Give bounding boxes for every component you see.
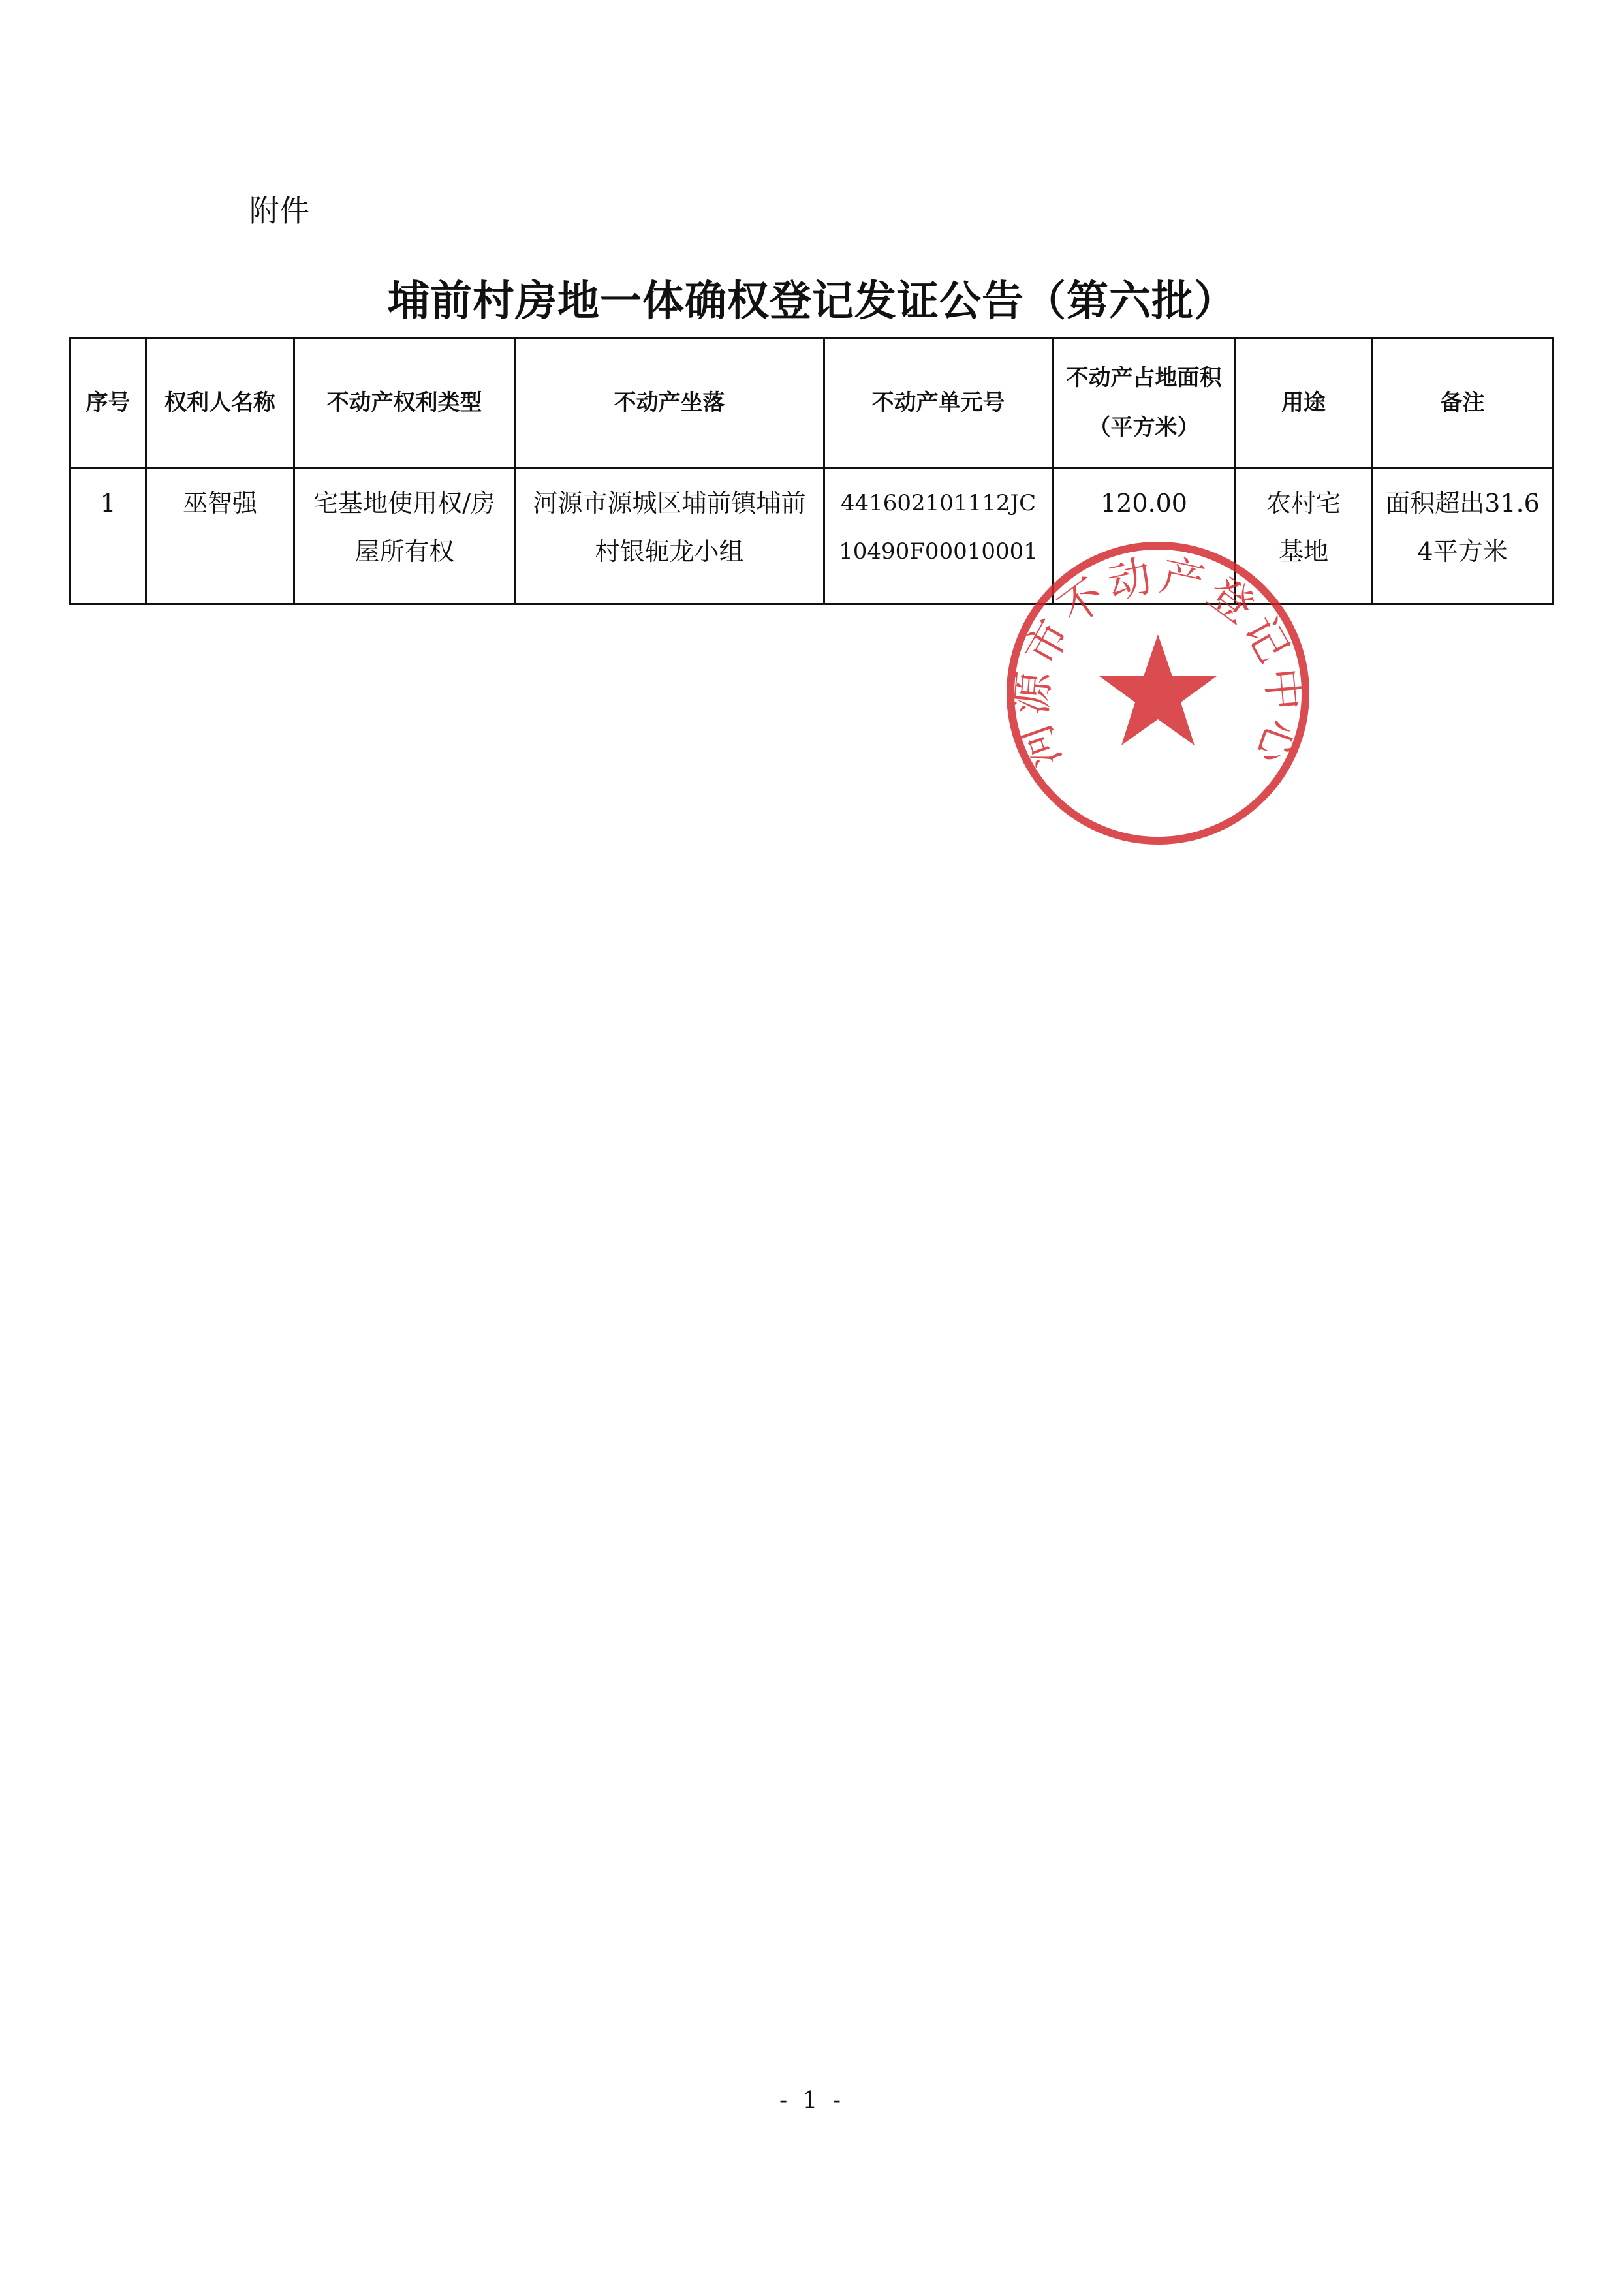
header-remark: 备注 xyxy=(1372,338,1554,468)
cell-location: 河源市源城区埔前镇埔前村银轭龙小组 xyxy=(515,468,824,604)
cell-remark: 面积超出31.64平方米 xyxy=(1372,468,1554,604)
cell-usage: 农村宅基地 xyxy=(1236,468,1372,604)
seal-star-icon xyxy=(1099,634,1217,745)
attachment-label: 附件 xyxy=(249,193,309,228)
cell-area: 120.00 xyxy=(1053,468,1236,604)
header-owner: 权利人名称 xyxy=(146,338,294,468)
official-seal xyxy=(1001,537,1315,850)
header-area xyxy=(1053,338,1236,468)
document-title: 埔前村房地一体确权登记发证公告（第六批） xyxy=(388,277,1236,326)
header-unit-no: 不动产单元号 xyxy=(824,338,1053,468)
page-number: - 1 - xyxy=(779,2087,845,2114)
header-area-line1: 不动产占地面积 xyxy=(1066,365,1222,391)
header-right-type: 不动产权利类型 xyxy=(294,338,515,468)
table-row xyxy=(70,468,1554,604)
cell-seq: 1 xyxy=(70,468,146,604)
cell-owner: 巫智强 xyxy=(146,468,294,604)
header-area-line2: （平方米） xyxy=(1088,414,1200,441)
header-usage: 用途 xyxy=(1236,338,1372,468)
cell-unit-no: 441602101112JC10490F00010001 xyxy=(824,468,1053,604)
cell-right-type: 宅基地使用权/房屋所有权 xyxy=(294,468,515,604)
header-location: 不动产坐落 xyxy=(515,338,824,468)
notice-table xyxy=(69,337,1554,605)
seal-text: 河源市不动产登记中心 xyxy=(1005,550,1311,775)
table-header-row xyxy=(70,338,1554,468)
header-seq: 序号 xyxy=(70,338,146,468)
